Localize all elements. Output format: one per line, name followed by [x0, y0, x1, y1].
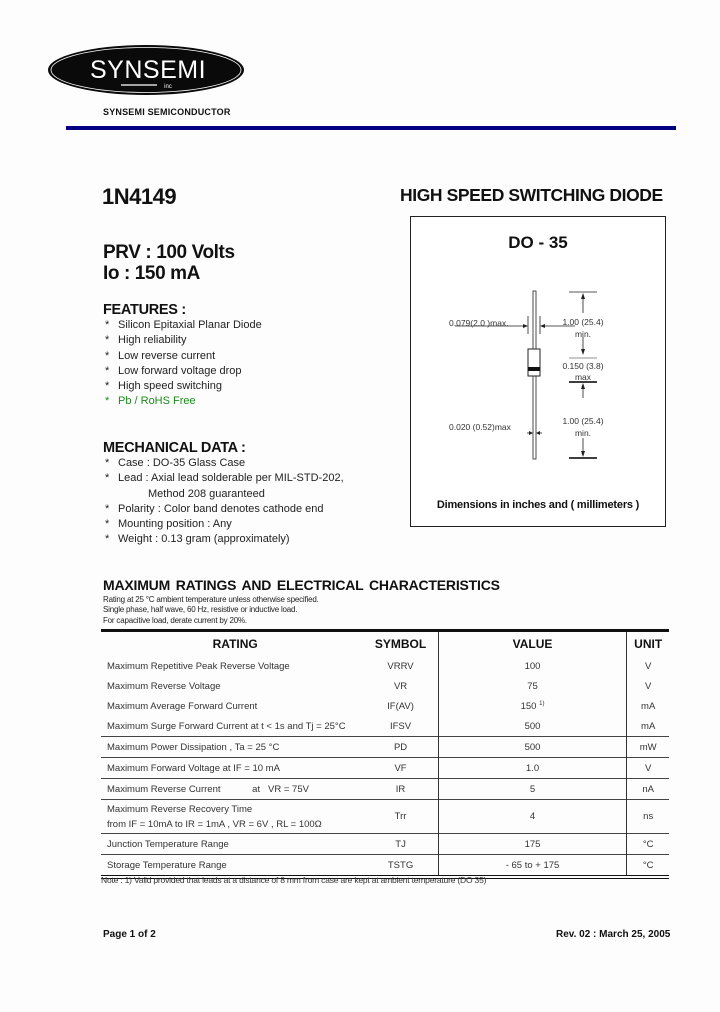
bullet-star-icon: *	[105, 349, 110, 362]
list-item-continuation: Method 208 guaranteed	[148, 487, 265, 500]
part-number: 1N4149	[102, 184, 177, 209]
footnote-ref: 1)	[539, 700, 545, 707]
bullet-star-icon: *	[105, 364, 110, 377]
features-section	[103, 302, 262, 410]
svg-text:max: max	[574, 372, 592, 382]
table-row: Maximum Power Dissipation , Ta = 25 °C PD 500 mW	[101, 737, 669, 758]
col-header-value: VALUE	[438, 631, 627, 657]
list-item: * Silicon Epitaxial Planar Diode	[103, 318, 262, 333]
col-header-unit: UNIT	[634, 637, 663, 651]
prv-spec: PRV : 100 Volts	[103, 242, 235, 263]
part-type: HIGH SPEED SWITCHING DIODE	[400, 185, 663, 205]
features-title: FEATURES :	[103, 302, 186, 318]
svg-text:inc: inc	[164, 84, 172, 90]
ratings-note: For capacitive load, derate current by 20%.	[103, 615, 247, 625]
svg-text:SYNSEMI: SYNSEMI	[89, 56, 207, 84]
svg-text:1.00 (25.4): 1.00 (25.4)	[562, 416, 604, 426]
table-row: Maximum Forward Voltage at IF = 10 mA VF 1.0 V	[101, 758, 669, 779]
table-header-row	[101, 631, 669, 657]
io-spec: Io : 150 mA	[103, 263, 200, 284]
list-item: * Lead : Axial lead solderable per MIL-STD-202,	[103, 471, 344, 486]
bullet-star-icon: *	[105, 319, 110, 331]
mechanical-list	[103, 456, 344, 548]
features-list	[103, 318, 262, 410]
bullet-star-icon: *	[105, 533, 110, 546]
header-rule	[66, 126, 676, 130]
revision-date: Rev. 02 : March 25, 2005	[556, 929, 671, 940]
ratings-footnote: Note : 1) Valid provided that leads at a distance of 8 mm from case are kept at ambient temperature (DO 35)	[101, 875, 487, 885]
table-row: Maximum Reverse Voltage VR 75 V	[101, 676, 669, 696]
package-diagram	[410, 216, 666, 527]
bullet-star-icon: *	[105, 502, 110, 515]
table-row: Maximum Average Forward Current IF(AV) 150 $^{1)}$ mA	[101, 696, 669, 716]
page-number: Page 1 of 2	[103, 929, 156, 940]
col-header-symbol: SYMBOL	[363, 631, 438, 657]
mechanical-title: MECHANICAL DATA :	[103, 440, 246, 456]
svg-text:0.150 (3.8): 0.150 (3.8)	[562, 361, 604, 371]
list-item: * Low forward voltage drop	[103, 364, 262, 379]
list-item: * Weight : 0.13 gram (approximately)	[103, 532, 344, 547]
do35-outline-drawing	[411, 217, 665, 526]
list-item: * Polarity : Color band denotes cathode end	[103, 502, 344, 517]
table-row: Maximum Reverse Recovery Time from IF = 10mA to IR = 1mA , VR = 6V , RL = 100Ω Trr 4 ns	[101, 800, 669, 834]
bullet-star-icon: *	[105, 518, 110, 531]
package-caption: Dimensions in inches and ( millimeters )	[436, 499, 640, 511]
ratings-note: Single phase, half wave, 60 Hz, resistive or inductive load.	[103, 605, 298, 615]
list-item: * Mounting position : Any	[103, 517, 344, 532]
list-item: * High speed switching	[103, 379, 262, 394]
svg-text:0.020 (0.52)max: 0.020 (0.52)max	[449, 422, 511, 432]
list-item-rohs: * Pb / RoHS Free	[103, 394, 262, 409]
bullet-star-icon: *	[105, 457, 110, 469]
synsemi-logo	[47, 44, 245, 96]
package-title: DO - 35	[508, 233, 568, 252]
svg-text:1.00 (25.4): 1.00 (25.4)	[562, 317, 604, 327]
table-row: Junction Temperature Range TJ 175 °C	[101, 834, 669, 855]
mechanical-section	[103, 440, 344, 548]
key-specs	[103, 242, 235, 284]
svg-text:0.079(2.0 )max.: 0.079(2.0 )max.	[449, 318, 509, 328]
table-row: Maximum Repetitive Peak Reverse Voltage VRRV 100 V	[101, 656, 669, 676]
list-item: * High reliability	[103, 333, 262, 348]
bullet-star-icon: *	[105, 395, 110, 408]
svg-text:min.: min.	[574, 329, 592, 339]
table-row: Maximum Reverse Current at VR = 75V IR 5 nA	[101, 779, 669, 800]
ratings-table	[101, 629, 669, 879]
table-row: Maximum Surge Forward Current at t < 1s and Tj = 25°C IFSV 500 mA	[101, 716, 669, 737]
ratings-title: MAXIMUM RATINGS AND ELECTRICAL CHARACTERISTICS	[103, 577, 500, 593]
bullet-star-icon: *	[105, 472, 110, 485]
company-name: SYNSEMI SEMICONDUCTOR	[103, 107, 231, 117]
bullet-star-icon: *	[105, 334, 110, 347]
svg-text:min.: min.	[574, 428, 592, 438]
table-row: Storage Temperature Range TSTG - 65 to + 175 °C	[101, 855, 669, 878]
ratings-notes	[103, 595, 319, 626]
ratings-note: Rating at 25 °C ambient temperature unless otherwise specified.	[103, 595, 319, 604]
bullet-star-icon: *	[105, 380, 110, 393]
list-item: * Case : DO-35 Glass Case	[103, 456, 344, 471]
col-header-rating: RATING	[212, 637, 258, 651]
list-item: * Low reverse current	[103, 349, 262, 364]
